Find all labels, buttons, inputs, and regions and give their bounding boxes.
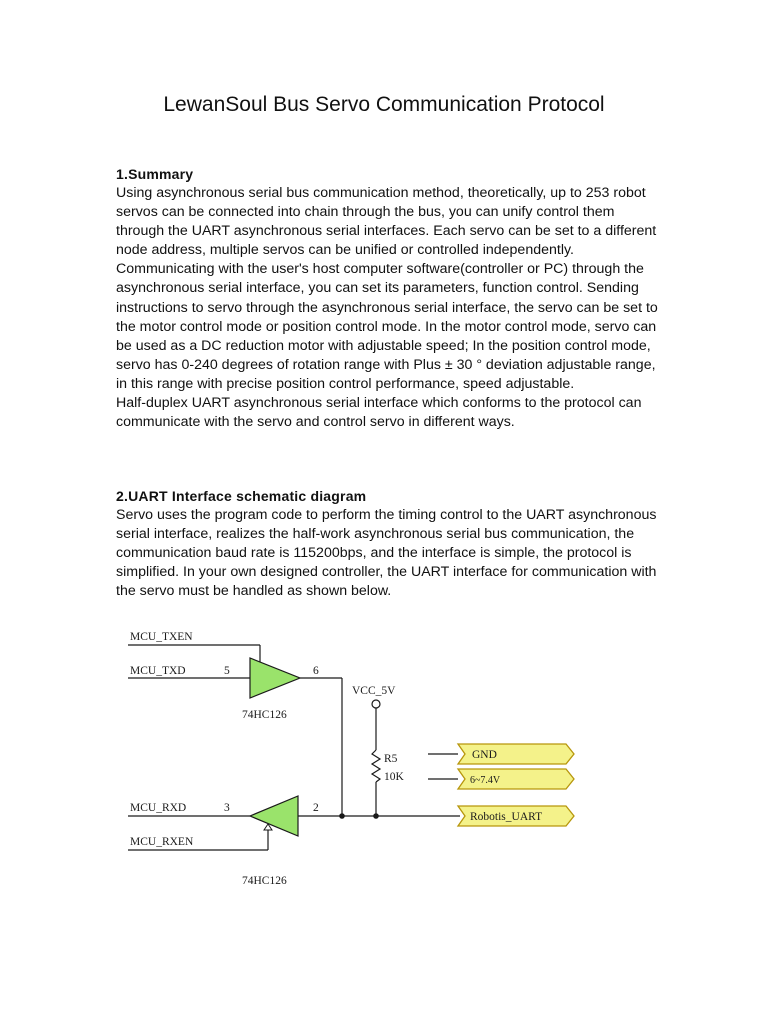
label-resistor-value: 10K	[384, 771, 404, 783]
label-mcu-rxd: MCU_RXD	[130, 802, 187, 814]
port-label-supply: 6~7.4V	[470, 775, 501, 786]
junction-dot	[339, 813, 345, 819]
port-label-gnd: GND	[472, 749, 497, 761]
section-summary	[116, 165, 661, 432]
pin-label: 2	[313, 802, 319, 814]
junction-dot	[373, 813, 379, 819]
paragraph: Half-duplex UART asynchronous serial interface which conforms to the protocol can communicate with the servo and control servo in different ways.	[116, 395, 642, 431]
label-mcu-txd: MCU_TXD	[130, 665, 186, 677]
label-resistor-ref: R5	[384, 753, 398, 765]
label-vcc: VCC_5V	[352, 685, 396, 697]
buffer-upper	[250, 658, 300, 698]
chip-label-lower: 74HC126	[242, 875, 287, 887]
uart-schematic-diagram	[110, 618, 590, 898]
resistor-r5	[372, 750, 380, 782]
chip-label-upper: 74HC126	[242, 709, 287, 721]
label-mcu-txen: MCU_TXEN	[130, 631, 193, 643]
section-heading: 2.UART Interface schematic diagram	[116, 488, 367, 504]
section-uart-interface	[116, 487, 661, 601]
pin-label: 5	[224, 665, 230, 677]
label-mcu-rxen: MCU_RXEN	[130, 836, 194, 848]
pin-label: 6	[313, 665, 319, 677]
vcc-terminal	[372, 700, 380, 708]
pin-label: 3	[224, 802, 230, 814]
section-heading: 1.Summary	[116, 166, 194, 182]
paragraph: Using asynchronous serial bus communication method, theoretically, up to 253 robot servos can be connected into chain through the bus, you can unify control them through the UART asynchronous serial interfaces. Each servo can be set to a different node address, multiple servos can be unified or controlled independently. Communicating with the user's host computer software(controller or PC) through the asynchronous serial interface, you can set its parameters, function control. Sending instructions to servo through the asynchronous serial interface, the servo can be set to the motor control mode or position control mode. In the motor control mode, servo can be used as a DC reduction motor with adjustable speed; In the position control mode, servo has 0-240 degrees of rotation range with Plus ± 30 ° deviation adjustable range, in this range with precise position control performance, speed adjustable.	[116, 185, 658, 392]
buffer-lower	[250, 796, 298, 836]
port-label-bus: Robotis_UART	[470, 811, 543, 823]
page-title: LewanSoul Bus Servo Communication Protocol	[163, 93, 605, 116]
paragraph: Servo uses the program code to perform the timing control to the UART asynchronous serial interface, realizes the half-work asynchronous serial bus communication, the communication baud rate is 115200bps, and the interface is simple, the protocol is simplified. In your own designed controller, the UART interface for communication with the servo must be handled as shown below.	[116, 507, 657, 600]
